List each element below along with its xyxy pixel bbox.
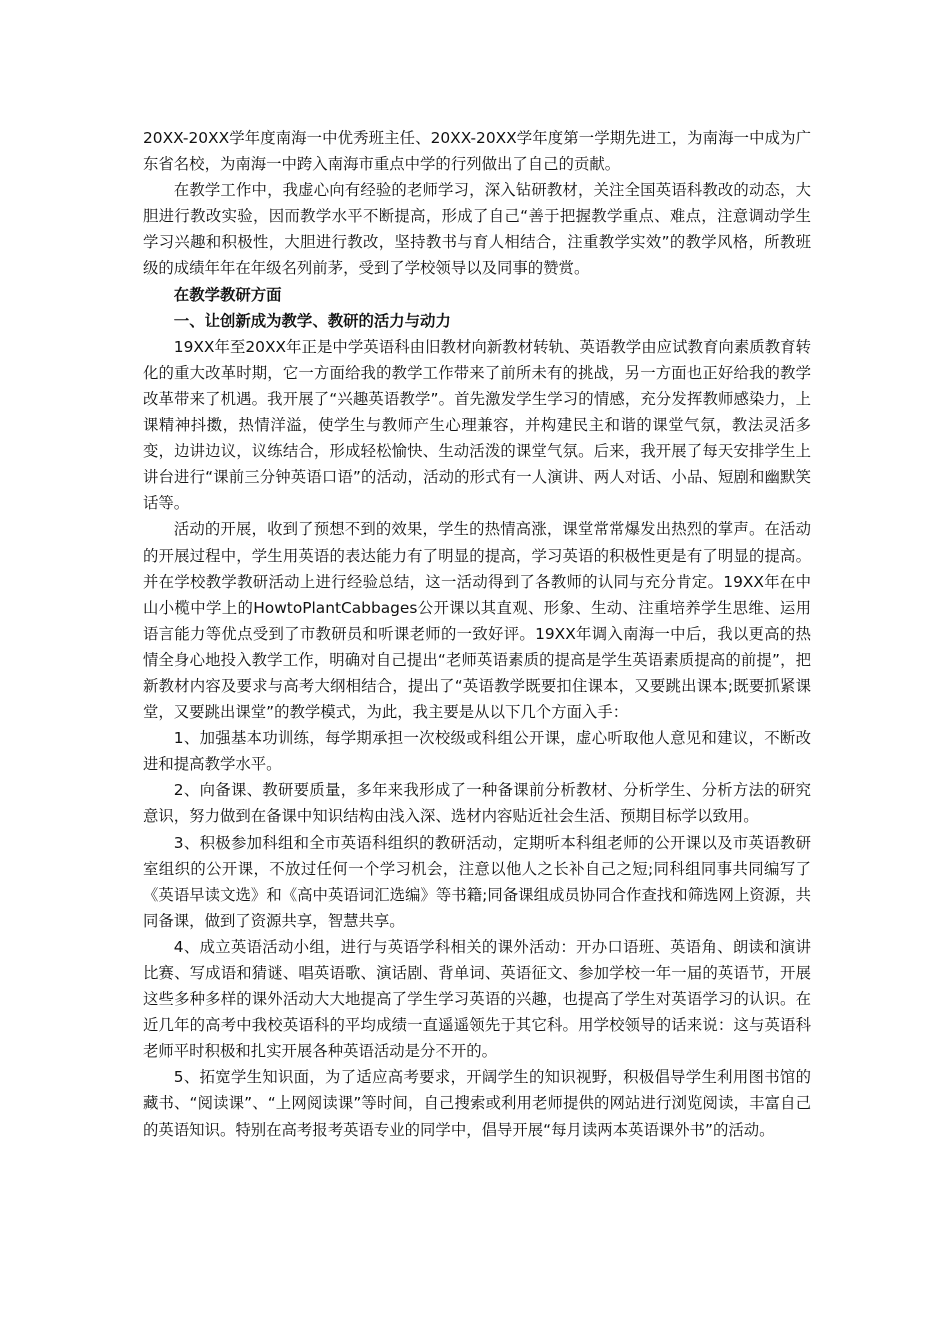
list-item-2: 2、向备课、教研要质量，多年来我形成了一种备课前分析教材、分析学生、分析方法的研究意识，努力做到在备课中知识结构由浅入深、选材内容贴近社会生活、预期目标学以致用。 xyxy=(143,781,811,826)
section-heading: 在教学教研方面 xyxy=(173,285,282,304)
subsection-heading-1: 一、让创新成为教学、教研的活力与动力 xyxy=(173,311,451,330)
list-item-5: 5、拓宽学生知识面，为了适应高考要求，开阔学生的知识视野，积极倡导学生利用图书馆的藏书、“阅读课”、“上网阅读课”等时间，自己搜索或利用老师提供的网站进行浏览阅读，丰富自己的英语知识。特别在高考报考英语专业的同学中，倡导开展“每月读两本英语课外书”的活动。 xyxy=(143,1068,811,1139)
paragraph-2: 在教学工作中，我虚心向有经验的老师学习，深入钻研教材，关注全国英语科教改的动态，大胆进行教改实验，因而教学水平不断提高，形成了自己“善于把握教学重点、难点，注意调动学生学习兴趣和积极性，大胆进行教改，坚持教书与育人相结合，注重教学实效”的教学风格，所教班级的成绩年年在年级名列前茅，受到了学校领导以及同事的赞赏。 xyxy=(143,181,811,278)
list-item-4: 4、成立英语活动小组，进行与英语学科相关的课外活动：开办口语班、英语角、朗读和演讲比赛、写成语和猜谜、唱英语歌、演话剧、背单词、英语征文、参加学校一年一届的英语节，开展这些多种多样的课外活动大大地提高了学生学习英语的兴趣，也提高了学生对英语学习的认识。在近几年的高考中我校英语科的平均成绩一直遥遥领先于其它科。用学校领导的话来说：这与英语科老师平时积极和扎实开展各种英语活动是分不开的。 xyxy=(143,937,811,1061)
paragraph-3: 19XX年至20XX年正是中学英语科由旧教材向新教材转轨、英语教学由应试教育向素质教育转化的重大改革时期，它一方面给我的教学工作带来了前所未有的挑战，另一方面也正好给我的教学改革带来了机遇。我开展了“兴趣英语教学”。首先激发学生学习的情感，充分发挥教师感染力，上课精神抖擞，热情洋溢，使学生与教师产生心理兼容，并构建民主和谐的课堂气氛，教法灵活多变，边讲边议，议练结合，形成轻松愉快、生动活泼的课堂气氛。后来，我开展了每天安排学生上讲台进行“课前三分钟英语口语”的活动，活动的形式有一人演讲、两人对话、小品、短剧和幽默笑话等。 xyxy=(143,337,811,513)
paragraph-4: 活动的开展，收到了预想不到的效果，学生的热情高涨，课堂常常爆发出热烈的掌声。在活动的开展过程中，学生用英语的表达能力有了明显的提高，学习英语的积极性更是有了明显的提高。并在学校教学教研活动上进行经验总结，这一活动得到了各教师的认同与充分肯定。19XX年在中山小榄中学上的HowtoPlantCabbages公开课以其直观、形象、生动、注重培养学生思维、运用语言能力等优点受到了市教研员和听课老师的一致好评。19XX年调入南海一中后，我以更高的热情全身心地投入教学工作，明确对自己提出“老师英语素质的提高是学生英语素质提高的前提”，把新教材内容及要求与高考大纲相结合，提出了“英语教学既要扣住课本，又要跳出课本;既要抓紧课堂，又要跳出课堂”的教学模式，为此，我主要是从以下几个方面入手： xyxy=(143,520,811,722)
list-item-3: 3、积极参加科组和全市英语科组织的教研活动，定期听本科组老师的公开课以及市英语教研室组织的公开课，不放过任何一个学习机会，注意以他人之长补自己之短;同科组同事共同编写了《英语早读文选》和《高中英语词汇选编》等书籍;同备课组成员协同合作查找和筛选网上资源，共同备课，做到了资源共享，智慧共享。 xyxy=(143,833,811,930)
document-page xyxy=(143,125,811,1143)
list-item-1: 1、加强基本功训练，每学期承担一次校级或科组公开课，虚心听取他人意见和建议，不断改进和提高教学水平。 xyxy=(143,729,811,774)
paragraph-1: 20XX-20XX学年度南海一中优秀班主任、20XX-20XX学年度第一学期先进工，为南海一中成为广东省名校，为南海一中跨入南海市重点中学的行列做出了自己的贡献。 xyxy=(143,129,811,174)
